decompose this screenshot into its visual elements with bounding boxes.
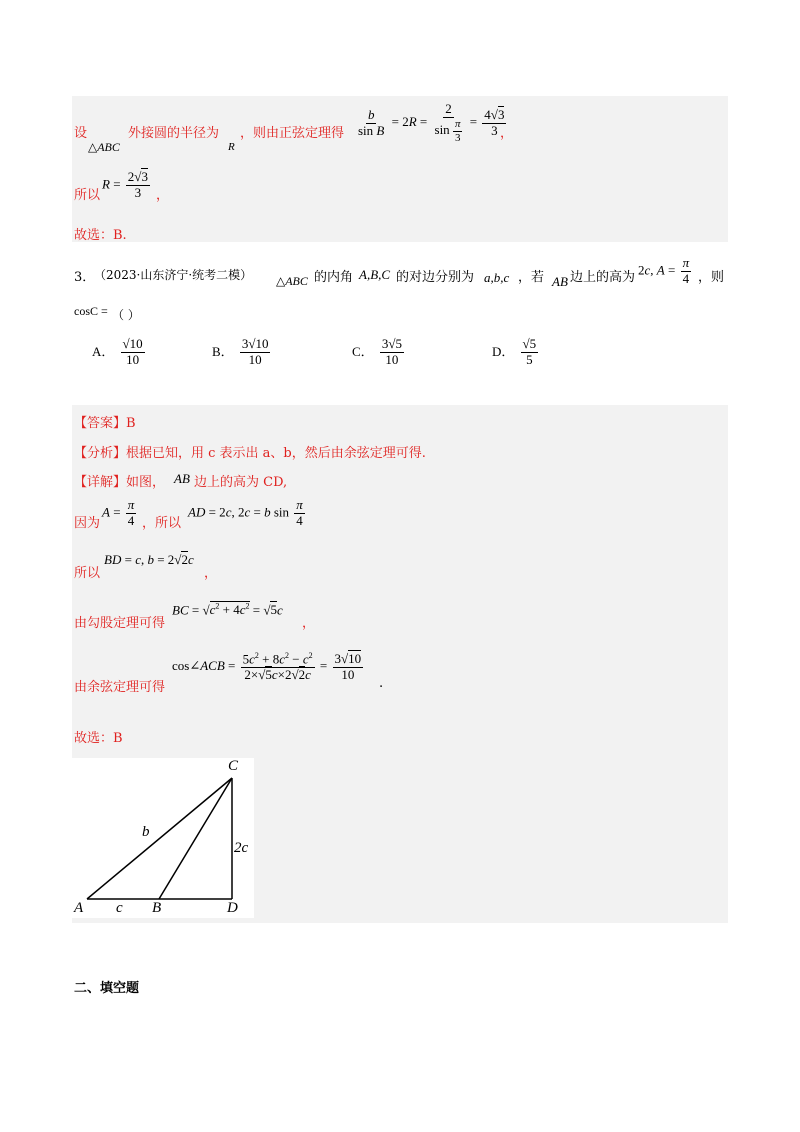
option-a-den: 10 — [126, 351, 140, 367]
conclusion-line: 故选：B — [74, 731, 123, 746]
step1-b: ，所以 — [142, 516, 182, 531]
triangle-abc-sub — [88, 140, 120, 155]
box1-line1-c: ，则由正弦定理得 — [240, 126, 345, 141]
text-she: 设 — [74, 126, 88, 141]
line-ac — [87, 778, 232, 899]
step4-a: 由余弦定理可得 — [74, 680, 166, 695]
q-text-b: 的对边分别为 — [396, 270, 475, 285]
option-a-num: √10 — [122, 336, 143, 351]
option-b-den: 10 — [248, 351, 262, 367]
height-text: 2c — [234, 840, 249, 856]
radius-result: R = $\frac{2√3}{3}$ — [102, 169, 148, 200]
radius-r: R — [228, 141, 235, 153]
step3-end: ， — [302, 616, 316, 631]
step2-end: ， — [204, 566, 218, 581]
detail-b: 边上的高为 CD, — [194, 475, 288, 490]
triangle-figure — [72, 758, 254, 918]
q-text-d: 边上的高为 — [570, 270, 636, 285]
box1-line1-end: ， — [500, 126, 514, 141]
q-paren: （ ） — [112, 308, 140, 322]
box1-line1-b: 外接圆的半径为 — [128, 126, 220, 141]
q-text-e: ，则 — [698, 270, 725, 285]
label-a-vertex: A — [74, 900, 84, 916]
step2-a: 所以 — [74, 566, 101, 581]
step1-formula-a: A = $\frac{\pi}{4}$ — [102, 497, 135, 528]
analysis-line: 【分析】根据已知，用 c 表示出 a、b，然后由余弦定理可得. — [74, 446, 426, 461]
triangle-diagram — [72, 758, 254, 918]
option-c-label: C． — [352, 343, 374, 359]
option-c[interactable] — [352, 337, 406, 368]
label-d-vertex: D — [227, 900, 238, 916]
q-ab: AB — [552, 274, 568, 289]
label-side-c: c — [116, 900, 123, 916]
q-text-c: ，若 — [518, 270, 545, 285]
q-cos-c: cosC = — [74, 304, 108, 318]
q-triangle: △ABC — [276, 274, 308, 288]
question-number: 3． — [74, 270, 96, 285]
box1-line1 — [74, 122, 87, 141]
tri-label: △ABC — [88, 140, 120, 154]
label-b-vertex: B — [152, 900, 162, 916]
label-side-b: b — [142, 824, 150, 840]
line-bc — [159, 778, 232, 899]
option-a[interactable] — [92, 337, 147, 368]
section-heading: 二、填空题 — [74, 980, 140, 995]
q-sides: a,b,c — [484, 270, 510, 285]
box1-line2-end: ， — [156, 188, 170, 203]
answer-line: 【答案】B — [74, 416, 136, 431]
question-source: （2023·山东济宁·统考二模） — [94, 268, 253, 282]
option-b[interactable] — [212, 337, 272, 368]
sine-law-formula: $\frac{b}{\text{sin B}}$ = 2R = 2 sin $\frac{\pi}{3}$ = $\frac{4√3}{3}$ — [358, 101, 505, 144]
step4-end: . — [379, 676, 384, 691]
q-text-a: 的内角 — [314, 270, 354, 285]
q-condition: 2c, A = $\frac{\pi}{4}$ — [638, 255, 690, 286]
step3-formula: BC = $√c^2 + 4c^2 = √5c$ — [172, 602, 283, 618]
step2-formula: BD = c, b = 2√2c — [104, 552, 194, 567]
detail-ab: AB — [174, 471, 190, 486]
option-c-den: 10 — [385, 351, 399, 367]
step1-a: 因为 — [74, 516, 101, 531]
detail-a: 【详解】如图， — [74, 475, 166, 490]
box1-line2-a: 所以 — [74, 188, 101, 203]
option-b-label: B． — [212, 343, 234, 359]
option-d-label: D． — [492, 343, 515, 359]
q-angles: A,B,C — [359, 267, 391, 282]
step1-formula-b: AD = 2c, 2c = b sin $\frac{\pi}{4}$ — [188, 497, 303, 528]
label-c-vertex: C — [228, 758, 239, 774]
label-height — [234, 838, 248, 857]
option-a-label: A． — [92, 343, 115, 359]
option-b-num: 3√10 — [241, 336, 269, 351]
box1-choice: 故选：B. — [74, 228, 127, 243]
option-d[interactable] — [492, 337, 540, 368]
option-c-num: 3√5 — [381, 336, 402, 351]
step4-formula: cos∠ACB = $\frac{5c^2 + 8c^2 - c^2}{2\times√5c\times 2√2c}$ = $\frac{3√10}{10}$ — [172, 650, 362, 683]
option-d-den: 5 — [526, 351, 533, 367]
step3-a: 由勾股定理可得 — [74, 616, 166, 631]
option-d-num: √5 — [522, 336, 537, 351]
